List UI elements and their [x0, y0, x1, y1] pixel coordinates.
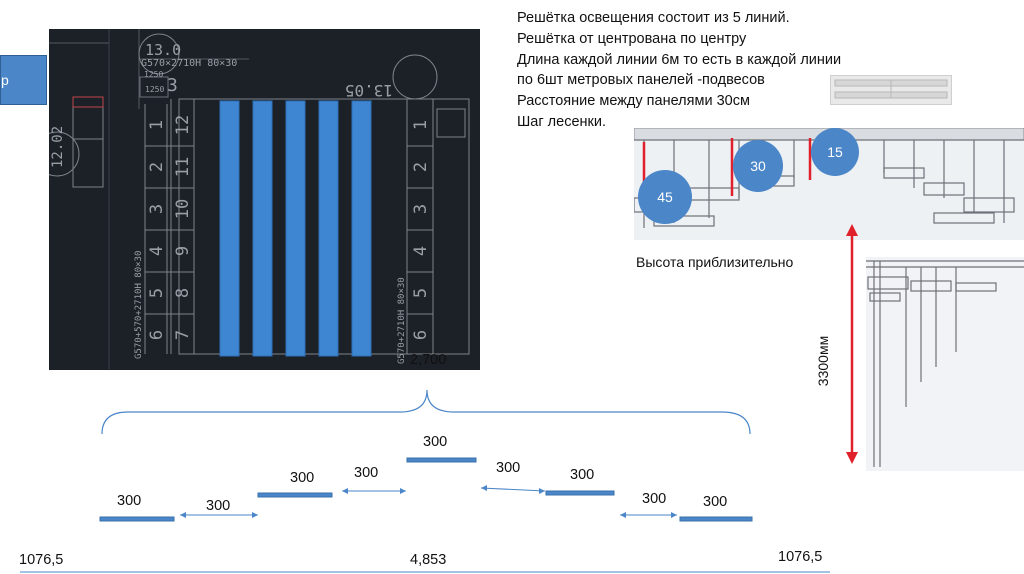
right-offset: 1076,5 — [778, 549, 823, 565]
cad-row-number: 8 — [173, 287, 193, 299]
total-width: 4,853 — [410, 552, 447, 568]
arrow-head — [180, 512, 186, 518]
cad-row-number: 7 — [173, 329, 193, 341]
cad-row-number: 12 — [173, 114, 193, 136]
lamp-line — [253, 101, 272, 356]
cad-dims-left: G570+570+2710H 80×30 — [134, 250, 144, 359]
cad-val-b: 1250 — [145, 85, 165, 94]
gap-arrow — [481, 488, 545, 491]
lamp-line — [286, 101, 305, 356]
cad-row-number: 1 — [147, 119, 167, 131]
cad-dims-right: G570+2710H 80×30 — [397, 277, 407, 364]
gap-label: 300 — [354, 465, 379, 481]
cad-circle-top-right: 13.05 — [344, 81, 393, 100]
segment-label: 300 — [703, 494, 728, 510]
cad-val-a: 1250 — [144, 70, 164, 79]
cad-row-number: 4 — [147, 245, 167, 257]
cad-row-number: 3 — [147, 203, 167, 215]
side-tab[interactable] — [0, 55, 47, 105]
note-line: Решётка освещения состоит из 5 линий. — [517, 10, 790, 26]
cad-row-number: 2 — [411, 161, 431, 173]
lamp-line — [352, 101, 371, 356]
segment-bar — [407, 458, 476, 462]
panel-thumbnail-svg — [831, 76, 951, 104]
gap-label: 300 — [496, 460, 521, 476]
note-line: Длина каждой линии 6м то есть в каждой линии — [517, 51, 842, 68]
arrow-head — [252, 512, 258, 518]
cad-row-number: 5 — [411, 287, 431, 299]
segment-bar — [680, 517, 752, 521]
badge-45: 45 — [638, 170, 692, 224]
segment-bar — [100, 517, 174, 521]
cad-row-number: 3 — [411, 203, 431, 215]
segment-label: 300 — [117, 493, 142, 509]
height-label: Высота приблизительно — [636, 254, 794, 270]
segment-label: 300 — [290, 470, 315, 486]
lamp-line — [220, 101, 239, 356]
render-lighting-grid — [634, 128, 1024, 240]
cad-circle-left: 12.02 — [50, 125, 66, 168]
note-line: Шаг лесенки. — [517, 113, 606, 130]
cad-row-number: 11 — [173, 156, 193, 178]
lamp-line — [319, 101, 338, 356]
left-offset: 1076,5 — [19, 552, 64, 568]
cad-row-number: 6 — [147, 329, 167, 341]
cad-row-number: 9 — [173, 245, 193, 257]
note-line: по 6шт метровых панелей -подвесов — [517, 72, 765, 89]
top-dimension: 2,700 — [410, 352, 447, 368]
height-value-text: 3300мм — [815, 335, 832, 387]
gap-label: 300 — [642, 491, 667, 507]
arrow-head — [671, 512, 677, 518]
arrow-head — [400, 488, 406, 494]
arrow-head — [539, 488, 545, 494]
cad-row-number: 1 — [411, 119, 431, 131]
note-line: Решётка от центрована по центру — [517, 30, 747, 47]
segment-bar — [258, 493, 332, 497]
notes — [517, 8, 937, 133]
segment-label: 300 — [423, 434, 448, 450]
segment-label: 300 — [570, 467, 595, 483]
cad-circle-left-num: 3 — [167, 75, 178, 96]
cad-row-number: 6 — [411, 329, 431, 341]
cad-svg — [49, 29, 480, 370]
cad-drawing — [49, 29, 480, 370]
badge-30: 30 — [733, 140, 783, 192]
cad-row-number: 4 — [411, 245, 431, 257]
brace — [102, 390, 750, 434]
panel-thumbnail — [830, 75, 952, 105]
side-tab-label: p — [1, 72, 9, 88]
cad-dims-top: G570×2710H 80×30 — [141, 58, 238, 69]
cad-row-number: 5 — [147, 287, 167, 299]
cad-row-number: 10 — [173, 198, 193, 220]
note-line: Расстояние между панелями 30см — [517, 93, 750, 110]
cad-row-number: 2 — [147, 161, 167, 173]
segment-bar — [546, 491, 614, 495]
badge-15: 15 — [811, 128, 859, 176]
arrow-head — [342, 488, 348, 494]
arrow-head — [481, 485, 487, 491]
gap-label: 300 — [206, 498, 231, 514]
cad-circle-top-left: 13.0 — [145, 41, 182, 59]
arrow-head — [620, 512, 626, 518]
